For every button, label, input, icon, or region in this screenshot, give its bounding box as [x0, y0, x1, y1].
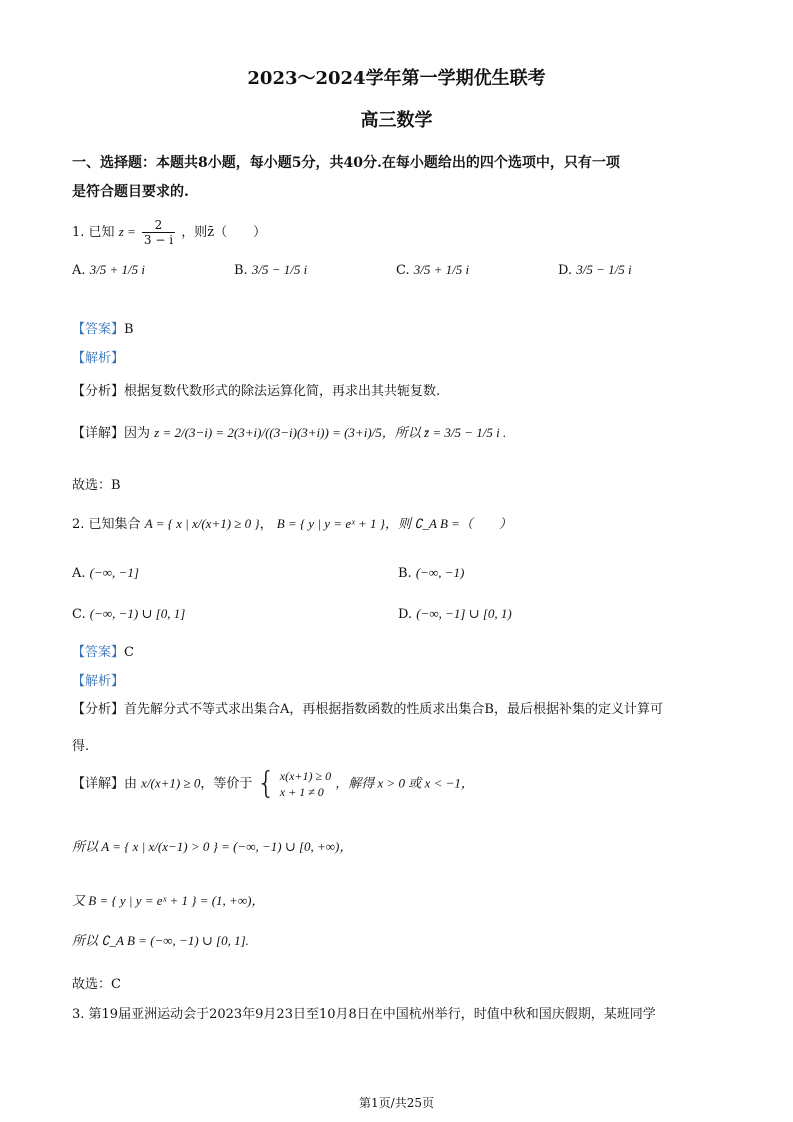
q1-option-c[interactable]: [396, 262, 469, 278]
q2-set-b: B = { y | y = eˣ + 1 }: [276, 516, 385, 531]
q1-detail-prefix: 因为: [124, 426, 151, 441]
q2-system-brace: {: [256, 766, 276, 801]
q2-option-a-label: A.: [72, 566, 86, 581]
q2-option-b-text: (−∞, −1): [415, 565, 465, 580]
q1-detail-tag: 【详解】: [72, 426, 125, 441]
q1-suffix: ，则z̄（ ）: [181, 225, 267, 240]
q2-analysis-tag: 【解析】: [72, 674, 125, 689]
q2-option-c-label: C.: [72, 607, 86, 622]
q1-option-a[interactable]: [72, 262, 145, 278]
q2-detail1-prefix: 由: [124, 776, 138, 792]
q2-option-d[interactable]: [398, 606, 512, 622]
q1-detail: [72, 422, 506, 441]
q2-detail4: 所以 ∁_A B = (−∞, −1) ∪ [0, 1].: [72, 933, 249, 948]
q1-option-b[interactable]: [234, 262, 307, 278]
q1-answer-value: B: [124, 322, 134, 337]
page-footer: 第1页/共25页: [359, 1096, 434, 1110]
q1-option-d-text: 3/5 − 1/5 i: [576, 262, 632, 277]
q1-frac-num: 2: [142, 218, 175, 233]
section-heading-line2: 是符合题目要求的.: [72, 184, 189, 200]
q2-detail1-ineq: x/(x+1) ≥ 0: [141, 775, 201, 791]
q2-detail3: 又 B = { y | y = eˣ + 1 } = (1, +∞)，: [72, 893, 265, 908]
q1-fraction: [142, 218, 175, 247]
q1-fenxi-tag: 【分析】: [72, 384, 125, 399]
q2-set-a: A = { x | x/(x+1) ≥ 0 }: [144, 516, 260, 531]
q2-detail1-mid: ，等价于: [200, 776, 253, 792]
q1-detail-suffix: ，所以 z̄ = 3/5 − 1/5 i .: [381, 425, 507, 440]
q2-option-a[interactable]: [72, 565, 139, 581]
q2-option-c-text: (−∞, −1) ∪ [0, 1]: [89, 606, 186, 621]
q2-suffix: ，则 ∁_A B =（ ）: [384, 516, 512, 531]
q1-option-b-label: B.: [234, 263, 248, 278]
exam-subject: 高三数学: [360, 110, 433, 131]
q2-option-d-text: (−∞, −1] ∪ [0, 1): [416, 606, 512, 621]
q1-answer-tag: 【答案】: [72, 322, 125, 337]
q2-system-line2: x + 1 ≠ 0: [279, 785, 324, 799]
q1-option-a-text: 3/5 + 1/5 i: [89, 262, 146, 277]
q2-option-a-text: (−∞, −1]: [89, 565, 139, 580]
q1-option-b-text: 3/5 − 1/5 i: [251, 262, 308, 277]
q1-fenxi-text: 根据复数代数形式的除法运算化简，再求出其共轭复数.: [124, 384, 441, 399]
q2-choice: 故选：C: [72, 977, 121, 992]
q3-stem: 3. 第19届亚洲运动会于2023年9月23日至10月8日在中国杭州举行，时值中秋和国庆假期，某班同学: [72, 1007, 656, 1022]
q2-fenxi-tag: 【分析】: [72, 702, 125, 717]
q2-answer-tag: 【答案】: [72, 645, 125, 660]
q2-fenxi-line2: 得.: [72, 739, 90, 754]
q1-option-d-label: D.: [558, 263, 573, 278]
exam-title: 2023～2024学年第一学期优生联考: [247, 68, 546, 89]
q1-z-eq: z =: [118, 224, 136, 239]
q2-detail1: [72, 768, 474, 800]
q1-prefix: 1. 已知: [72, 225, 115, 240]
q1-option-d[interactable]: [558, 262, 632, 278]
q2-detail1-suffix: ，解得 x > 0 或 x < −1，: [335, 775, 474, 791]
q2-answer-value: C: [124, 645, 134, 660]
q2-fenxi-text: 首先解分式不等式求出集合A，再根据指数函数的性质求出集合B，最后根据补集的定义计算可: [124, 702, 663, 717]
q2-detail2: 所以 A = { x | x/(x−1) > 0 } = (−∞, −1) ∪ [0, +∞)，: [72, 839, 353, 854]
q1-choice: 故选：B: [72, 478, 121, 493]
q2-system: [280, 768, 331, 800]
q2-system-line1: x(x+1) ≥ 0: [279, 769, 332, 783]
q1-detail-expr: z = 2/(3−i) = 2(3+i)/((3−i)(3+i)) = (3+i)/5: [154, 425, 382, 440]
q2-answer: [72, 641, 134, 660]
q2-prefix: 2. 已知集合: [72, 517, 141, 532]
q1-stem: [72, 218, 266, 247]
section-heading-line1: 一、选择题：本题共8小题，每小题5分，共40分.在每小题给出的四个选项中，只有一项: [72, 155, 620, 171]
q1-answer: [72, 318, 134, 337]
q1-fenxi: [72, 380, 440, 399]
q2-option-d-label: D.: [398, 607, 413, 622]
q2-option-c[interactable]: [72, 606, 185, 622]
q2-stem: 2. 已知集合 A = { x | x/(x+1) ≥ 0 }， B = { y | y = eˣ + 1 }，则 ∁_A B =（ ）: [72, 516, 512, 532]
q2-fenxi-line1: [72, 698, 663, 717]
q1-frac-den: 3 − i: [143, 233, 174, 247]
q2-detail-tag: 【详解】: [72, 776, 125, 792]
q1-option-c-text: 3/5 + 1/5 i: [413, 262, 470, 277]
q2-option-b-label: B.: [398, 566, 412, 581]
q1-option-a-label: A.: [72, 263, 86, 278]
q1-option-c-label: C.: [396, 263, 410, 278]
q1-analysis-tag: 【解析】: [72, 351, 125, 366]
q2-option-b[interactable]: [398, 565, 464, 581]
